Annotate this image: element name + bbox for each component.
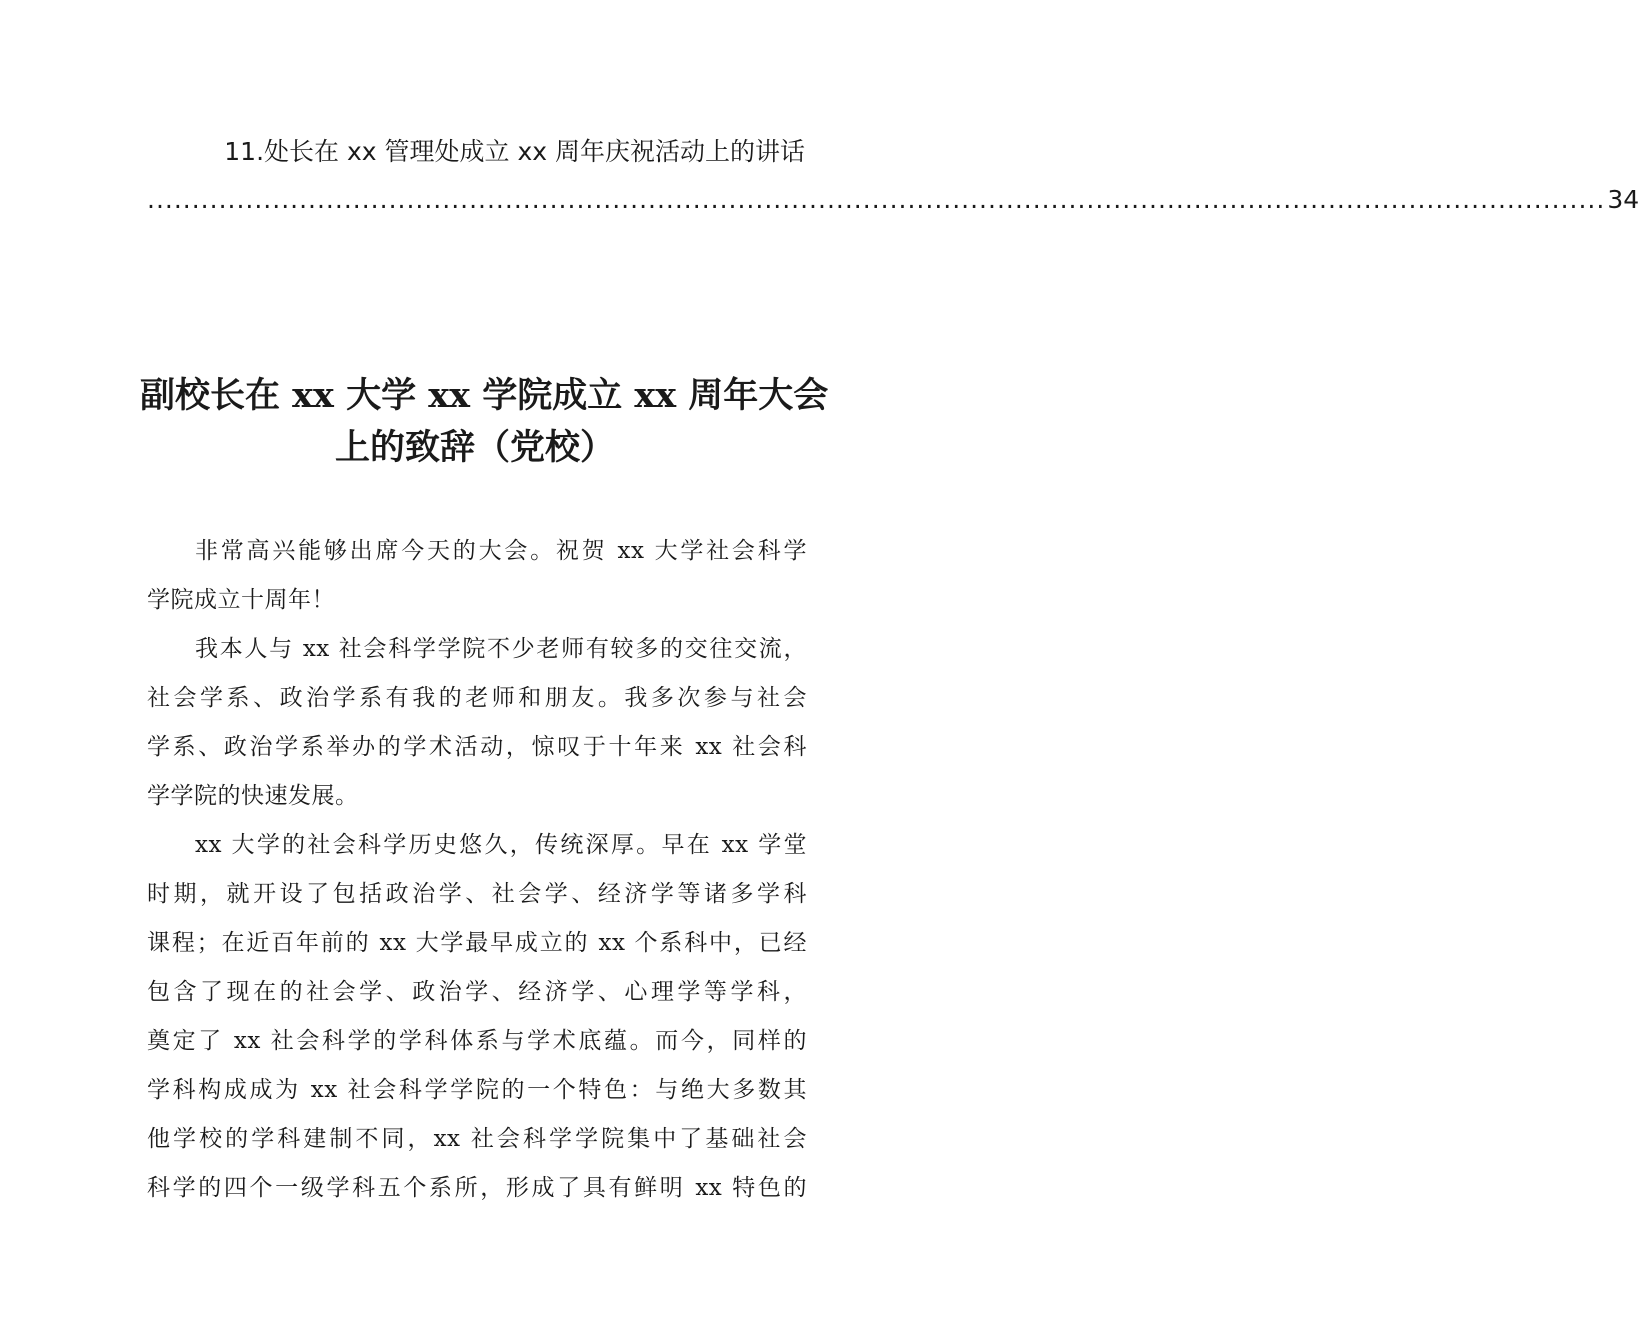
body-line: 时期，就开设了包括政治学、社会学、经济学等诸多学科 [147,881,807,907]
body-line: 他学校的学科建制不同，xx 社会科学学院集中了基础社会 [147,1126,807,1152]
toc-page-number: 34 [1607,185,1639,214]
toc-entry-title[interactable]: 11.处长在 xx 管理处成立 xx 周年庆祝活动上的讲话 [224,137,805,166]
body-line: 科学的四个一级学科五个系所，形成了具有鲜明 xx 特色的 [147,1175,807,1201]
toc-entry[interactable] [147,128,1639,224]
body-line: 包含了现在的社会学、政治学、经济学、心理学等学科， [147,979,807,1005]
body-line: 我本人与 xx 社会科学学院不少老师有较多的交往交流， [195,636,807,662]
document-title-line-2: 上的致辞（党校） [334,427,615,468]
document-title-line-1: 副校长在 xx 大学 xx 学院成立 xx 周年大会 [140,375,829,416]
body-line: 社会学系、政治学系有我的老师和朋友。我多次参与社会 [147,685,807,711]
body-line: 学科构成成为 xx 社会科学学院的一个特色：与绝大多数其 [147,1077,807,1103]
toc-dot-leader: ................................................................................................................................................................... [147,185,1606,214]
body-line: xx 大学的社会科学历史悠久，传统深厚。早在 xx 学堂 [195,832,807,858]
body-line: 奠定了 xx 社会科学的学科体系与学术底蕴。而今，同样的 [147,1028,807,1054]
toc-leader-line [147,176,1639,224]
body-line: 学系、政治学系举办的学术活动，惊叹于十年来 xx 社会科 [147,734,807,760]
body-line: 课程；在近百年前的 xx 大学最早成立的 xx 个系科中，已经 [147,930,807,956]
body-line: 非常高兴能够出席今天的大会。祝贺 xx 大学社会科学 [195,538,807,564]
body-line: 学学院的快速发展。 [147,783,359,809]
body-line: 学院成立十周年！ [147,587,335,613]
document-body [147,527,807,1213]
document-title [140,370,829,474]
